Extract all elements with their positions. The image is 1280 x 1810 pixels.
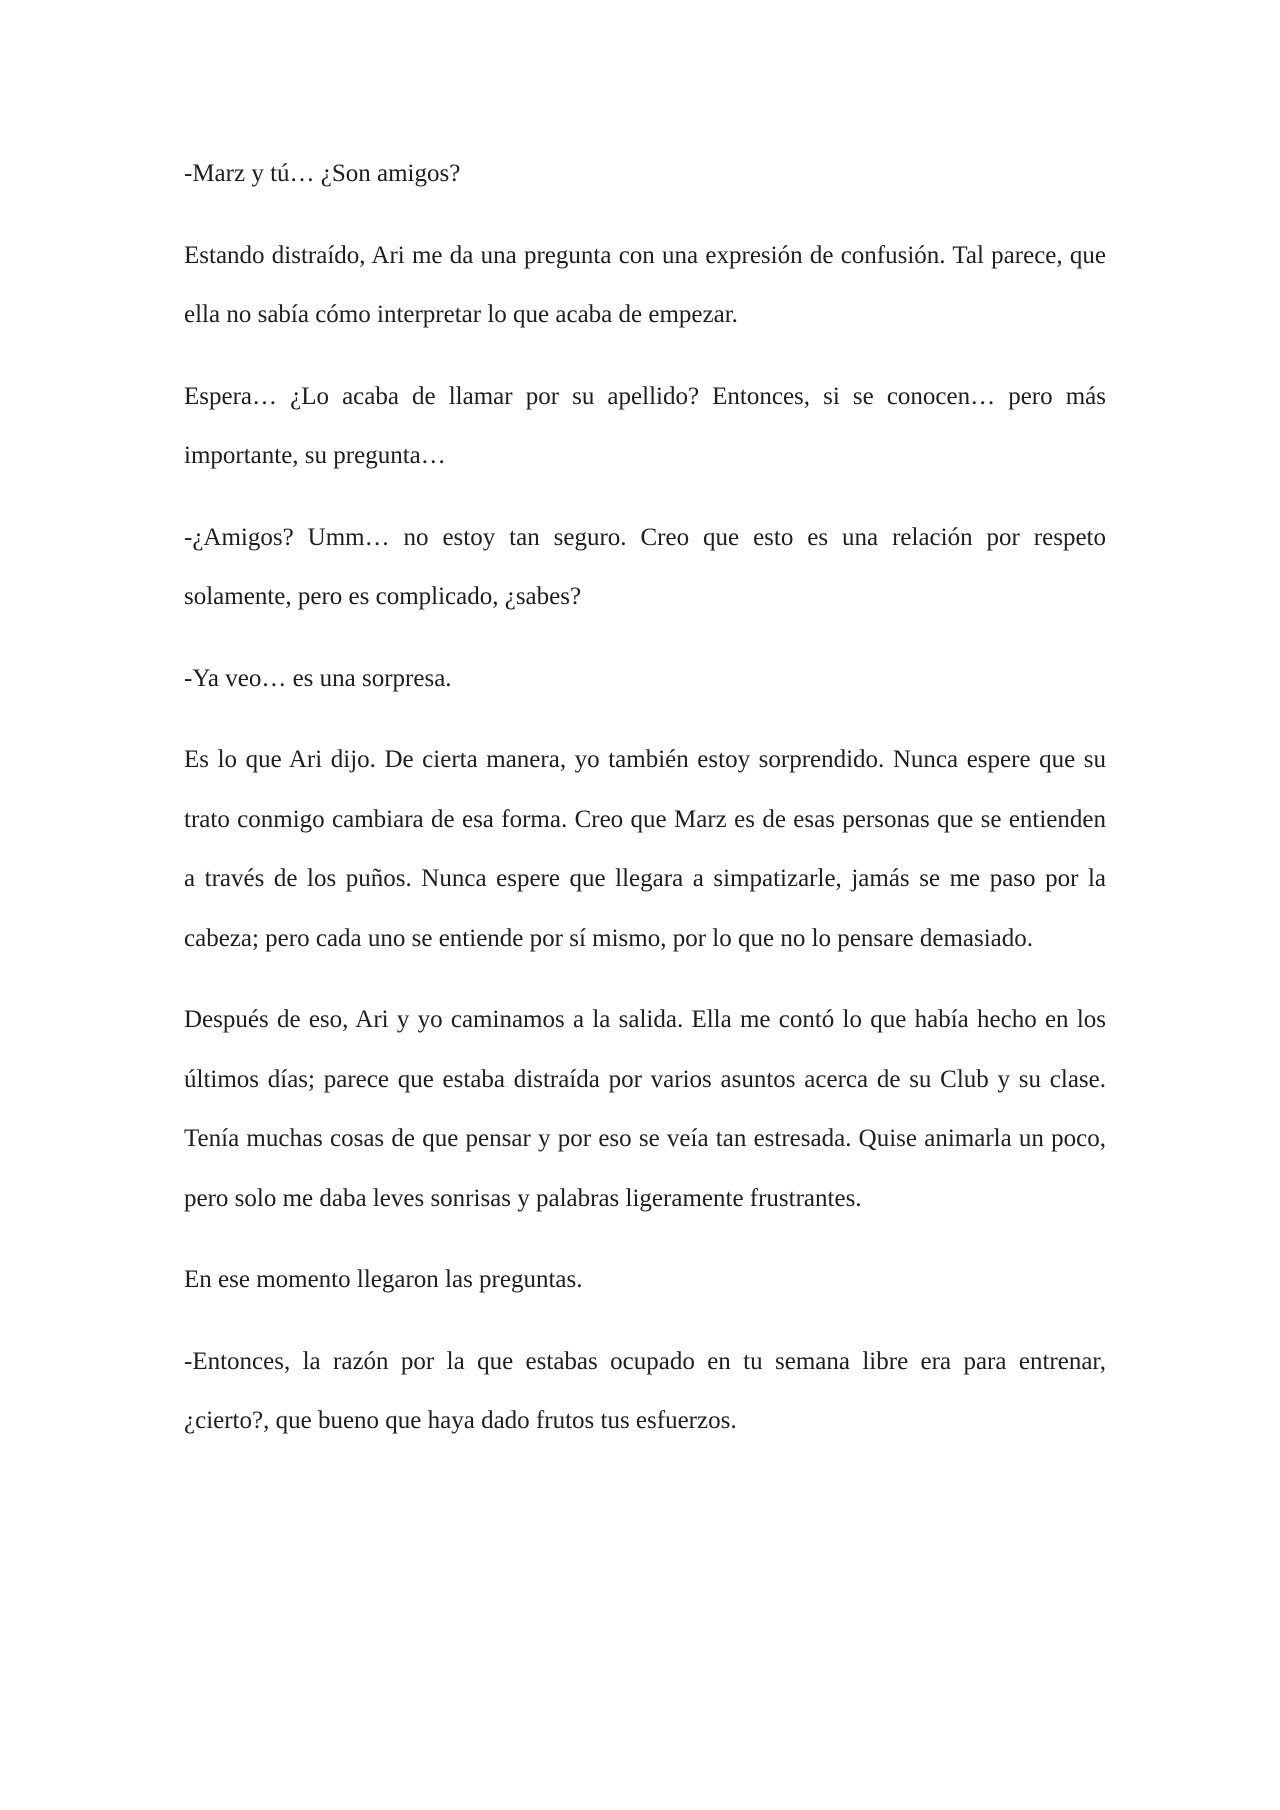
paragraph-dialogue: -Marz y tú… ¿Son amigos? bbox=[184, 160, 461, 187]
paragraph-dialogue: -Ya veo… es una sorpresa. bbox=[184, 664, 452, 692]
paragraph-dialogue: -Entonces, la razón por la que estabas ocupado en tu semana libre era para entrenar, ¿cierto?, que bueno que haya dado frutos tus esfuerzos. bbox=[184, 1347, 1106, 1434]
paragraph: Después de eso, Ari y yo caminamos a la salida. Ella me contó lo que había hecho en los últimos días; parece que estaba distraída por varios asuntos acerca de su Club y su clase. Tenía muchas cosas de que pensar y por eso se veía tan estresada. Quise animarla un poco, pero solo me daba leves sonrisas y palabras ligeramente frustrantes. bbox=[184, 1006, 1106, 1212]
paragraph: Espera… ¿Lo acaba de llamar por su apellido? Entonces, si se conocen… pero más importante, su pregunta… bbox=[184, 382, 1106, 469]
paragraph: Estando distraído, Ari me da una pregunta con una expresión de confusión. Tal parece, que ella no sabía cómo interpretar lo que acaba de empezar. bbox=[184, 241, 1106, 328]
document-body bbox=[184, 144, 1106, 1473]
paragraph: En ese momento llegaron las preguntas. bbox=[184, 1266, 583, 1293]
paragraph: Es lo que Ari dijo. De cierta manera, yo también estoy sorprendido. Nunca espere que su trato conmigo cambiara de esa forma. Creo que Marz es de esas personas que se entienden a través de los puños. Nunca espere que llegara a simpatizarle, jamás se me paso por la cabeza; pero cada uno se entiende por sí mismo, por lo que no lo pensare demasiado. bbox=[184, 746, 1106, 952]
paragraph-dialogue: -¿Amigos? Umm… no estoy tan seguro. Creo que esto es una relación por respeto solamente, pero es complicado, ¿sabes? bbox=[184, 523, 1106, 610]
